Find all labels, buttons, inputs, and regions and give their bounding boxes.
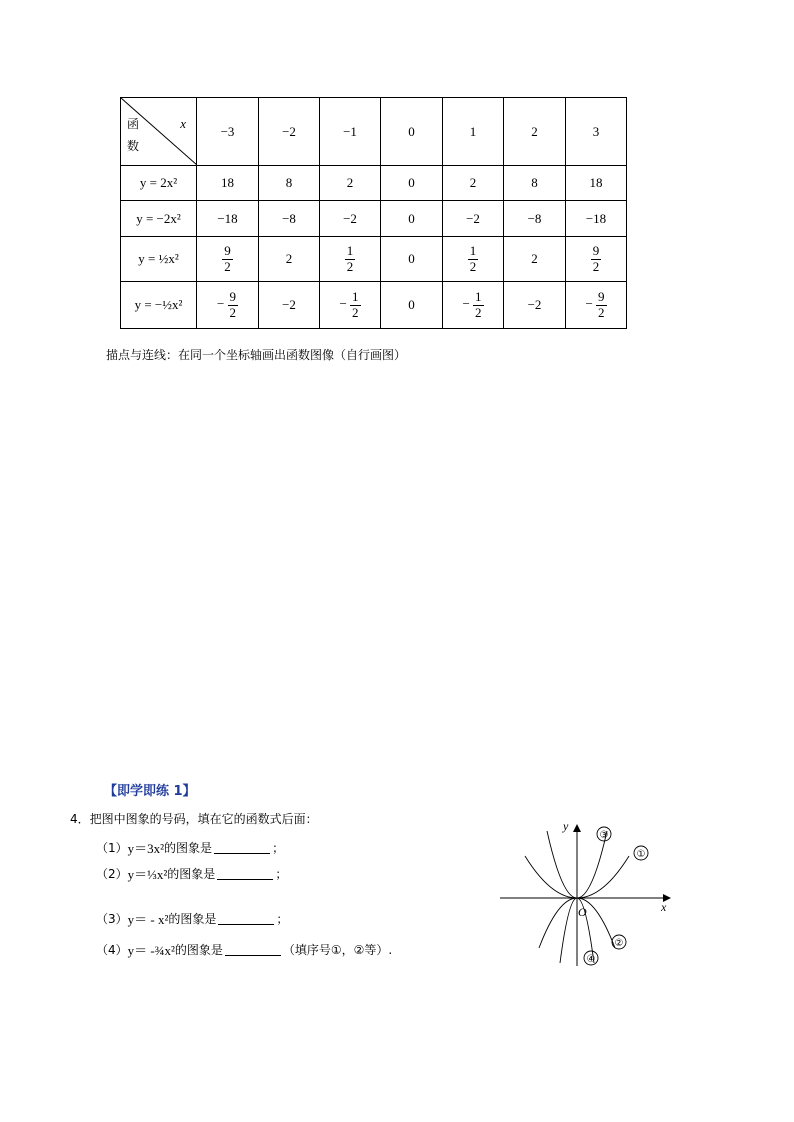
- value-table: [120, 97, 627, 329]
- exercise-item-4: [96, 940, 392, 959]
- exercise-item-1: [96, 838, 284, 857]
- x-value-cell: 0: [381, 98, 443, 166]
- function-label: y = −2x²: [136, 210, 181, 226]
- value-cell: $\frac{1}{2}$: [443, 237, 504, 282]
- item-end: ；: [272, 841, 285, 855]
- answer-blank[interactable]: [225, 943, 281, 956]
- value-cell: $\frac{9}{2}$: [197, 237, 259, 282]
- item-end: ；: [275, 867, 288, 881]
- x-axis-label: x: [661, 900, 667, 914]
- section-heading: 【即学即练 1】: [104, 784, 196, 799]
- value-cell: $\frac{1}{2}$: [320, 237, 381, 282]
- item-number: （4）: [96, 943, 128, 957]
- value-cell: 8: [504, 166, 566, 201]
- y-axis-arrow: [573, 824, 581, 832]
- function-label: y = 2x²: [139, 175, 178, 190]
- value-cell: −18: [197, 201, 259, 237]
- value-cell: 8: [259, 166, 320, 201]
- value-cell: − $\frac{9}{2}$: [197, 282, 259, 329]
- answer-blank[interactable]: [217, 867, 273, 880]
- answer-blank[interactable]: [218, 912, 274, 925]
- value-cell: 2: [504, 237, 566, 282]
- function-label-cell: [121, 282, 197, 329]
- exercise-item-2: [96, 864, 287, 883]
- item-function: y＝3x²: [127, 841, 165, 856]
- corner-function-label-2: 数: [127, 139, 140, 153]
- table-row: [121, 282, 627, 329]
- y-axis-label: y: [563, 819, 569, 833]
- item-number: （1）: [96, 841, 128, 855]
- curve-label-text-4: ④: [586, 954, 596, 965]
- function-label: y = ½x²: [138, 251, 179, 266]
- corner-function-label-1: 函: [127, 117, 140, 131]
- x-value-cell: −2: [259, 98, 320, 166]
- value-cell: −2: [443, 201, 504, 237]
- item-tail: 的图象是: [168, 912, 217, 926]
- parabola-graph: [495, 818, 685, 968]
- value-cell: −8: [259, 201, 320, 237]
- value-cell: 0: [381, 237, 443, 282]
- value-cell: 2: [443, 166, 504, 201]
- x-value-cell: −1: [320, 98, 381, 166]
- curve-label-text-3: ③: [599, 830, 609, 841]
- item-tail: 的图象是: [167, 867, 216, 881]
- table-row: [121, 166, 627, 201]
- value-cell: −2: [504, 282, 566, 329]
- table-corner-cell: [121, 98, 197, 166]
- item-tail: 的图象是: [174, 943, 223, 957]
- item-end: （填序号①，②等）.: [282, 943, 393, 957]
- x-value-cell: −3: [197, 98, 259, 166]
- value-cell: −2: [320, 201, 381, 237]
- item-function: y＝ -¾x²: [127, 943, 175, 958]
- function-label-cell: [121, 201, 197, 237]
- item-function: y＝ - x²: [127, 912, 169, 927]
- value-cell: −18: [566, 201, 627, 237]
- answer-blank[interactable]: [214, 841, 270, 854]
- corner-x-label: x: [180, 116, 186, 131]
- value-cell: 0: [381, 166, 443, 201]
- x-value-cell: 1: [443, 98, 504, 166]
- x-value-cell: 3: [566, 98, 627, 166]
- value-cell: 2: [259, 237, 320, 282]
- function-label-cell: [121, 166, 197, 201]
- value-cell: − $\frac{1}{2}$: [443, 282, 504, 329]
- value-cell: 0: [381, 282, 443, 329]
- instruction-text: 描点与连线：在同一个坐标轴画出函数图像（自行画图）: [106, 348, 407, 362]
- function-label-cell: [121, 237, 197, 282]
- value-cell: $\frac{9}{2}$: [566, 237, 627, 282]
- value-cell: 18: [197, 166, 259, 201]
- x-value-cell: 2: [504, 98, 566, 166]
- curve-label-text-2: ②: [614, 938, 624, 949]
- curve-label-text-1: ①: [636, 849, 646, 860]
- value-cell: −2: [259, 282, 320, 329]
- value-cell: 2: [320, 166, 381, 201]
- value-cell: 0: [381, 201, 443, 237]
- item-end: ；: [276, 912, 289, 926]
- exercise-stem: 4．把图中图象的号码，填在它的函数式后面：: [70, 812, 318, 826]
- table-row: [121, 237, 627, 282]
- item-tail: 的图象是: [164, 841, 213, 855]
- value-cell: − $\frac{1}{2}$: [320, 282, 381, 329]
- value-cell: − $\frac{9}{2}$: [566, 282, 627, 329]
- table-row: [121, 201, 627, 237]
- item-number: （2）: [96, 867, 128, 881]
- function-label: y = −½x²: [134, 297, 183, 312]
- item-function: y＝⅓x²: [127, 867, 168, 882]
- exercise-item-3: [96, 909, 288, 928]
- value-cell: 18: [566, 166, 627, 201]
- item-number: （3）: [96, 912, 128, 926]
- table-header-row: [121, 98, 627, 166]
- value-cell: −8: [504, 201, 566, 237]
- origin-label: O: [578, 905, 587, 919]
